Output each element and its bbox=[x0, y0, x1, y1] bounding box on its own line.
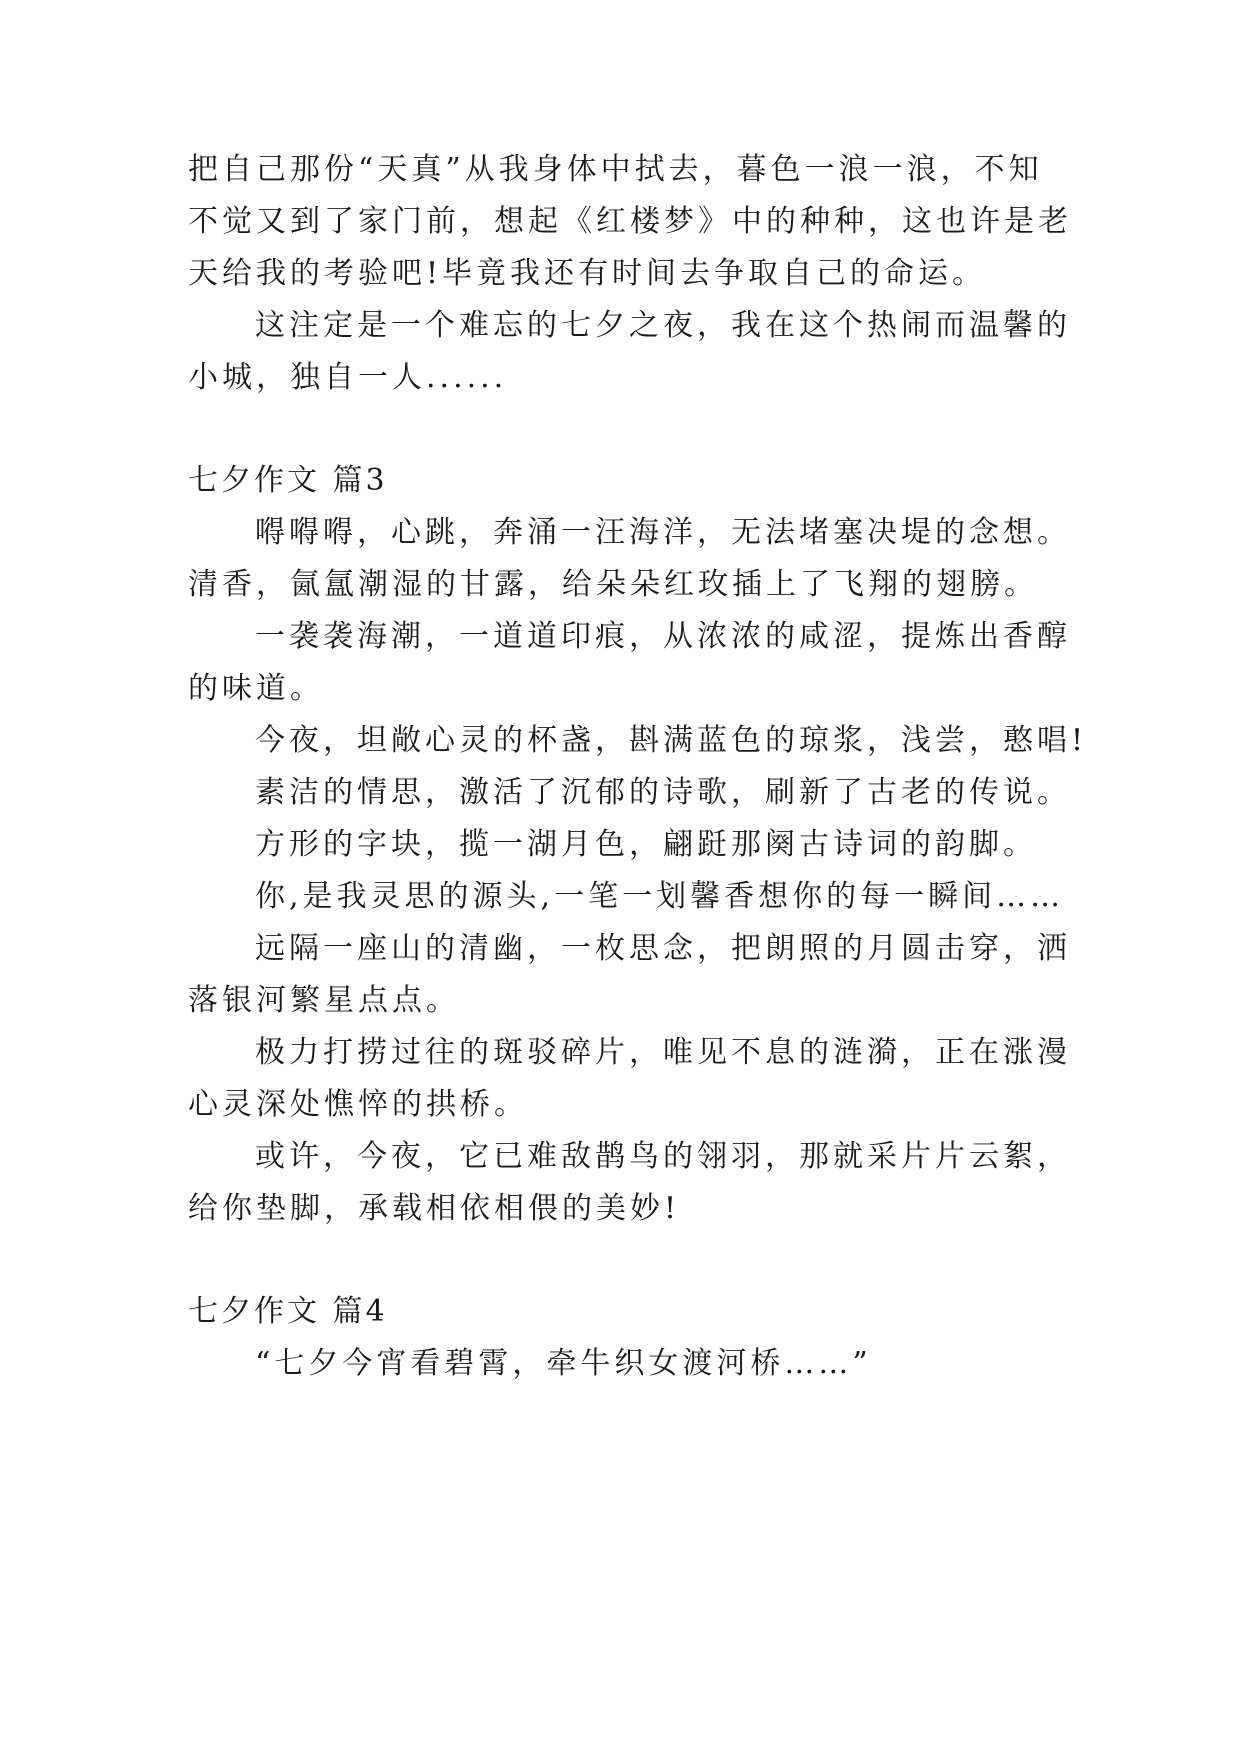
text-line: 小城，独自一人...... bbox=[188, 360, 508, 395]
text-line: 落银河繁星点点。 bbox=[188, 983, 460, 1018]
text-line: 给你垫脚，承载相依相偎的美妙! bbox=[188, 1191, 681, 1226]
section-heading-3: 七夕作文 篇3 bbox=[188, 463, 388, 498]
paragraph-start: 今夜，坦敞心灵的杯盏，斟满蓝色的琼浆，浅尝，憨唱! bbox=[255, 723, 1088, 758]
paragraph-start: 嘚嘚嘚，心跳，奔涌一汪海洋，无法堵塞决堤的念想。 bbox=[255, 515, 1071, 550]
paragraph-start: 你,是我灵思的源头,一笔一划馨香想你的每一瞬间…… bbox=[255, 879, 1065, 914]
text-line: 把自己那份“天真”从我身体中拭去，暮色一浪一浪，不知 bbox=[188, 152, 1043, 187]
paragraph-start: 或许，今夜，它已难敌鹊鸟的翎羽，那就采片片云絮， bbox=[255, 1139, 1071, 1174]
text-line: 清香，氤氲潮湿的甘露，给朵朵红玫插上了飞翔的翅膀。 bbox=[188, 567, 1038, 602]
section-heading-4: 七夕作文 篇4 bbox=[188, 1294, 388, 1329]
paragraph-start: 远隔一座山的清幽，一枚思念，把朗照的月圆击穿，洒 bbox=[255, 931, 1071, 966]
paragraph-start: “七夕今宵看碧霄，牵牛织女渡河桥……” bbox=[255, 1346, 872, 1381]
paragraph-start: 素洁的情思，激活了沉郁的诗歌，刷新了古老的传说。 bbox=[255, 775, 1071, 810]
text-line: 心灵深处憔悴的拱桥。 bbox=[188, 1087, 528, 1122]
paragraph-start: 极力打捞过往的斑驳碎片，唯见不息的涟漪，正在涨漫 bbox=[255, 1035, 1071, 1070]
paragraph-start: 方形的字块，揽一湖月色，翩跹那阕古诗词的韵脚。 bbox=[255, 827, 1037, 862]
text-line: 不觉又到了家门前，想起《红楼梦》中的种种，这也许是老 bbox=[188, 204, 1072, 239]
paragraph-start: 一袭袭海潮，一道道印痕，从浓浓的咸涩，提炼出香醇 bbox=[255, 619, 1071, 654]
text-line: 天给我的考验吧!毕竟我还有时间去争取自己的命运。 bbox=[188, 256, 987, 291]
text-line: 的味道。 bbox=[188, 671, 324, 706]
paragraph-start: 这注定是一个难忘的七夕之夜，我在这个热闹而温馨的 bbox=[255, 308, 1071, 343]
